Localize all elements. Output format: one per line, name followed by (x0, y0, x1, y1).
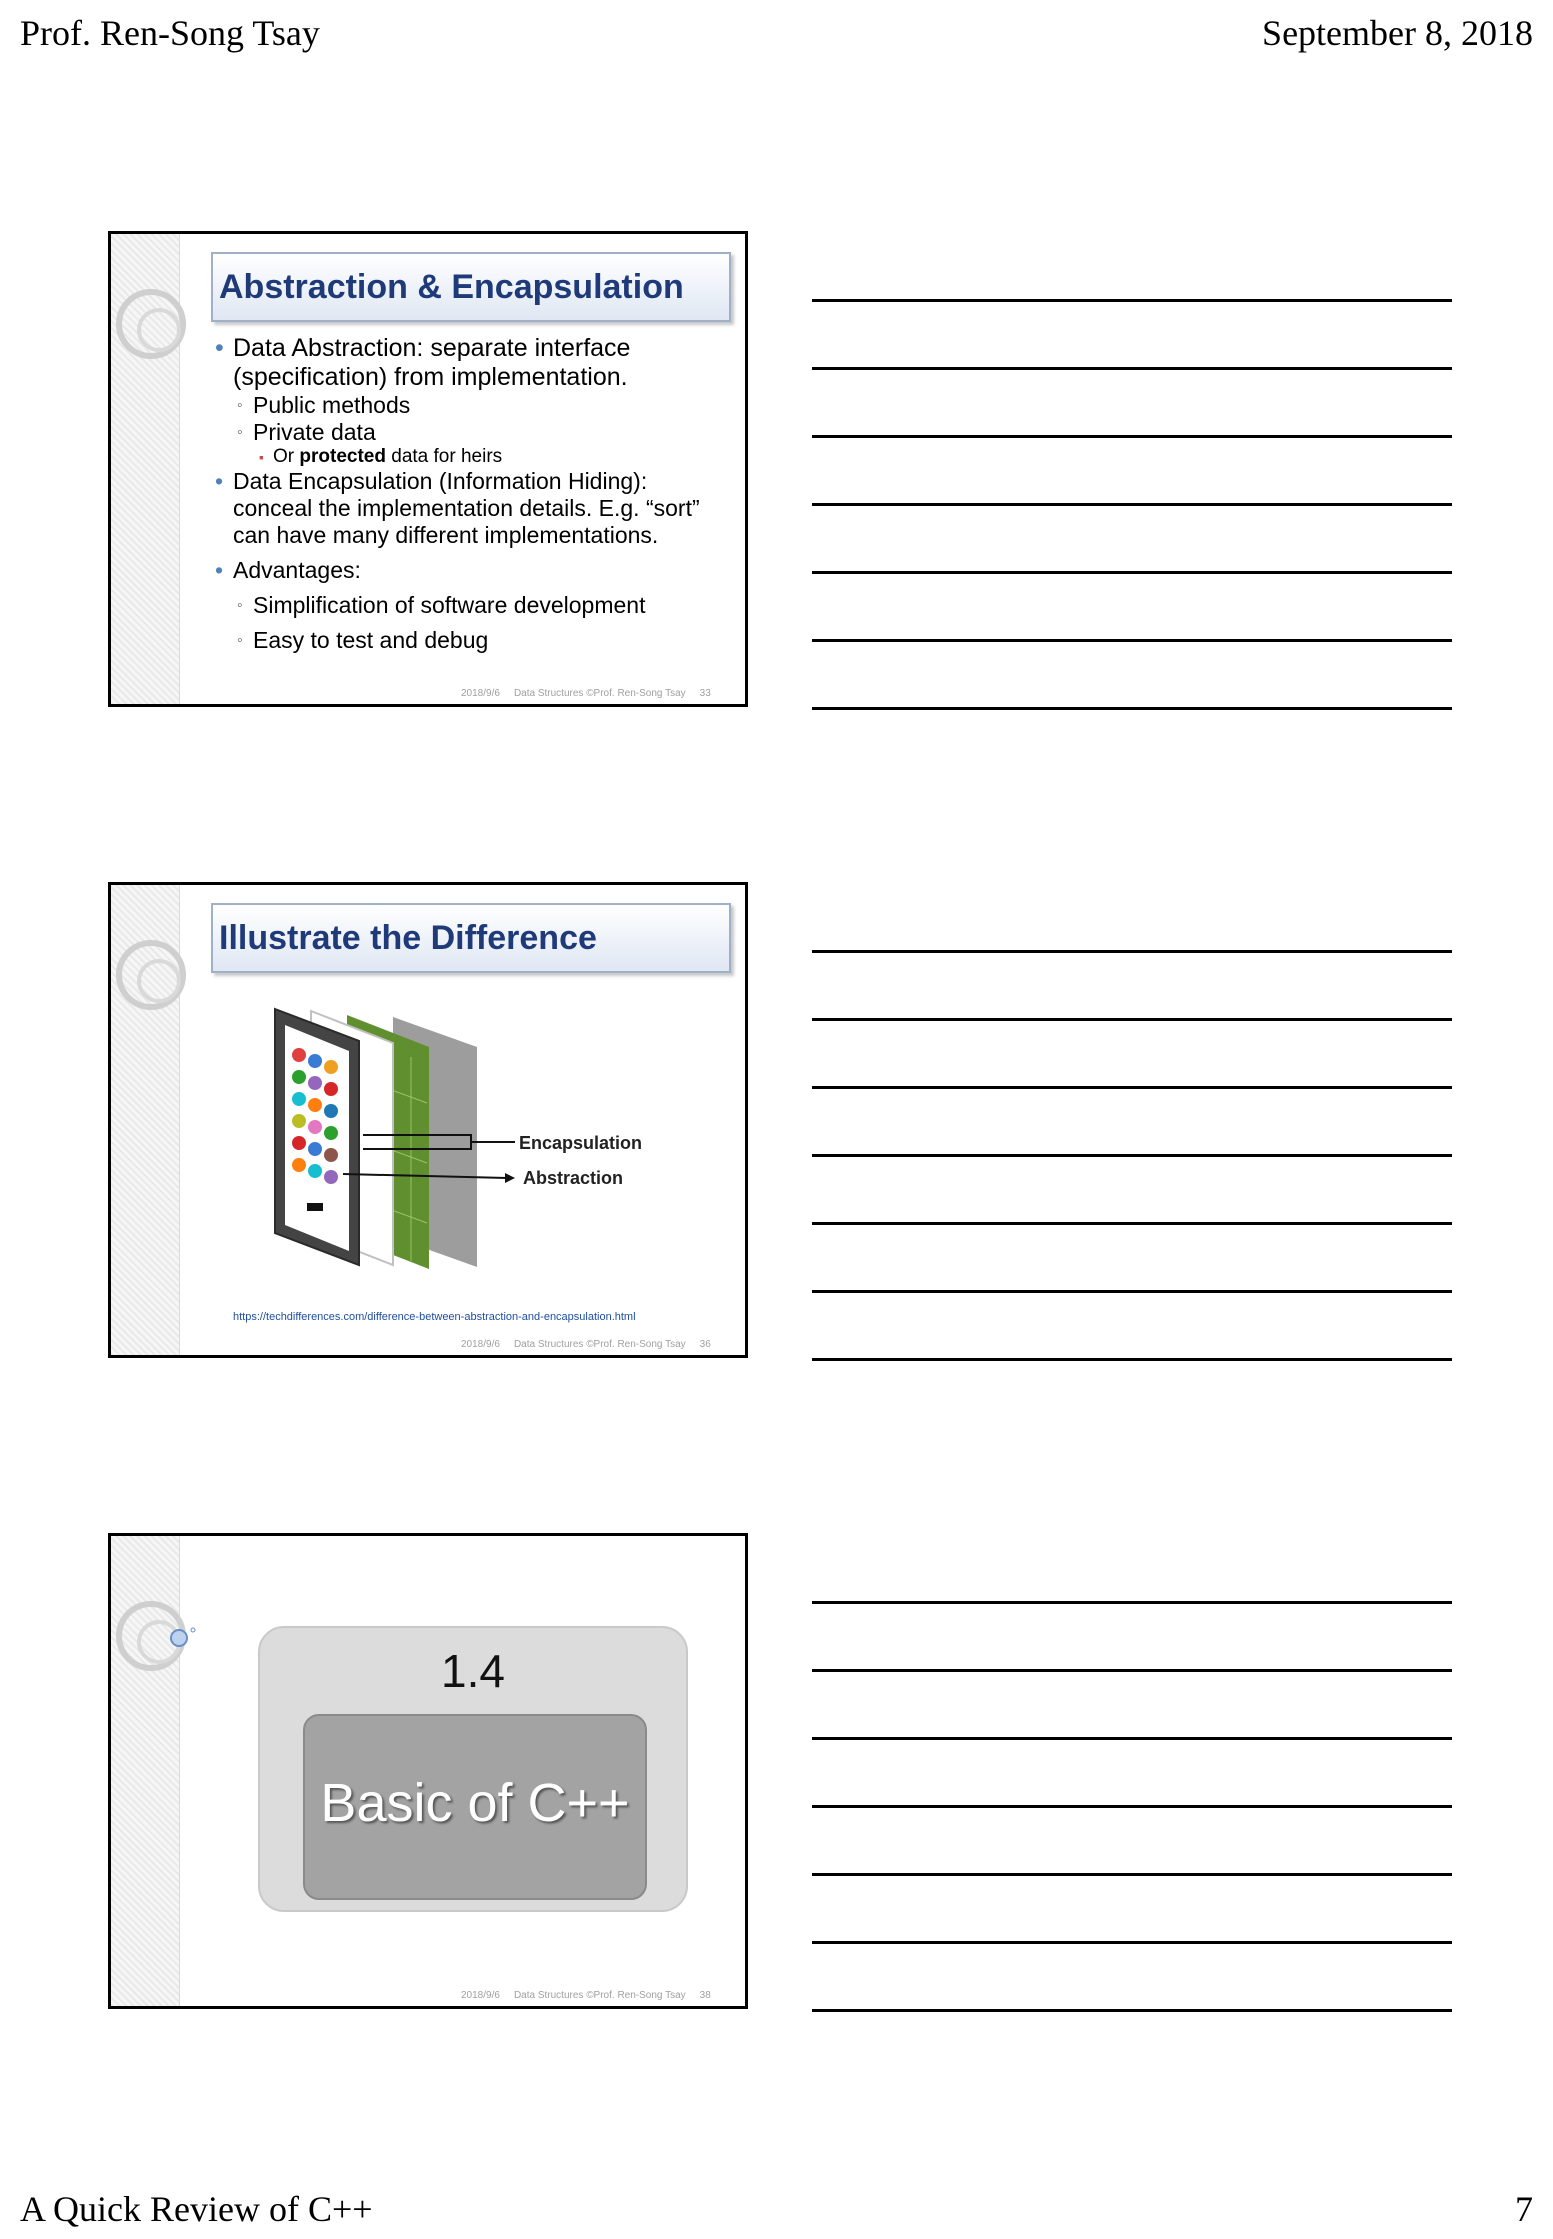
bullet (211, 468, 731, 549)
note-line (812, 571, 1452, 574)
note-line (812, 435, 1452, 438)
bullet (211, 557, 731, 584)
note-line (812, 639, 1452, 642)
slide-title: Abstraction & Encapsulation (219, 268, 684, 306)
slide-footer-course: Data Structures ©Prof. Ren-Song Tsay (513, 688, 686, 699)
header-date: September 8, 2018 (1262, 13, 1533, 53)
bullet (211, 592, 731, 619)
note-line (812, 1805, 1452, 1808)
abstraction-label: Abstraction (523, 1168, 624, 1188)
note-line (812, 2009, 1452, 2012)
bullet-dot-icon: • (215, 334, 224, 362)
bullet-text: Advantages: (233, 557, 361, 583)
slide-footer-number: 33 (699, 688, 711, 699)
note-line (812, 950, 1452, 953)
slide-footer-course: Data Structures ©Prof. Ren-Song Tsay (513, 1339, 686, 1350)
slide-footer-course: Data Structures ©Prof. Ren-Song Tsay (513, 1990, 686, 2001)
bullet (211, 334, 731, 392)
slide-footer (461, 1990, 725, 2001)
bullet-bold-text: protected (299, 446, 386, 467)
note-line (812, 1358, 1452, 1361)
bullet-text: Private data (253, 419, 376, 445)
bullet (211, 392, 731, 419)
abstraction-encapsulation-diagram (111, 885, 748, 1358)
slide-footer-date: 2018/9/6 (461, 688, 500, 699)
bullet-ring-icon: ◦ (237, 424, 243, 441)
note-line (812, 299, 1452, 302)
slide-footer-date: 2018/9/6 (461, 1339, 500, 1350)
bullet-text: Simplification of software development (253, 592, 646, 618)
footer-title: A Quick Review of C++ (20, 2189, 373, 2229)
slide-section-basic-cpp (108, 1533, 748, 2009)
bullet (211, 446, 731, 468)
bullet-square-icon: ▪ (259, 449, 264, 465)
note-line (812, 1018, 1452, 1021)
bullet-ring-icon: ◦ (237, 597, 243, 614)
slide-decor-circles-icon (111, 234, 191, 394)
slide-footer (461, 688, 725, 699)
bullet (211, 419, 731, 446)
slide-decor-circles-icon (111, 1536, 201, 1696)
bullet-text: Easy to test and debug (253, 627, 489, 653)
bullet-text: data for heirs (385, 446, 503, 467)
note-line (812, 367, 1452, 370)
section-title: Basic of C++ (320, 1773, 630, 1833)
bullet (211, 627, 731, 654)
bullet-ring-icon: ◦ (237, 397, 243, 414)
slide-title: Illustrate the Difference (219, 919, 597, 957)
source-link[interactable]: https://techdifferences.com/difference-between-abstraction-and-encapsulation.html (233, 1311, 636, 1323)
encapsulation-label: Encapsulation (519, 1133, 643, 1153)
slide-footer-date: 2018/9/6 (461, 1990, 500, 2001)
bullet-dot-icon: • (215, 557, 224, 583)
section-number: 1.4 (441, 1645, 505, 1697)
note-line (812, 1873, 1452, 1876)
section-box (258, 1626, 688, 1912)
note-line (812, 503, 1452, 506)
note-line (812, 1601, 1452, 1604)
note-line (812, 1290, 1452, 1293)
note-line (812, 707, 1452, 710)
note-line (812, 1086, 1452, 1089)
slide-footer (461, 1339, 725, 1350)
slide-illustrate-difference (108, 882, 748, 1358)
note-line (812, 1154, 1452, 1157)
header-author: Prof. Ren-Song Tsay (20, 13, 320, 53)
bullet-text: Public methods (253, 392, 411, 418)
bullet-ring-icon: ◦ (237, 632, 243, 649)
note-line (812, 1941, 1452, 1944)
slide-body (211, 334, 731, 654)
bullet-text: Data Abstraction: separate interface (specification) from implementation. (233, 334, 631, 391)
note-line (812, 1669, 1452, 1672)
note-line (812, 1222, 1452, 1225)
slide-footer-number: 36 (699, 1339, 711, 1350)
slide-title-box (211, 252, 731, 322)
bullet-text: Data Encapsulation (Information Hiding): conceal the implementation details. E.g. “sort” can have many different implementations. (233, 468, 700, 548)
slide-footer-number: 38 (699, 1990, 711, 2001)
bullet-dot-icon: • (215, 468, 224, 494)
footer-page-number: 7 (1515, 2189, 1533, 2229)
section-title-box (303, 1714, 647, 1900)
slide-abstraction-encapsulation (108, 231, 748, 707)
bullet-text: Or (273, 446, 300, 467)
note-line (812, 1737, 1452, 1740)
